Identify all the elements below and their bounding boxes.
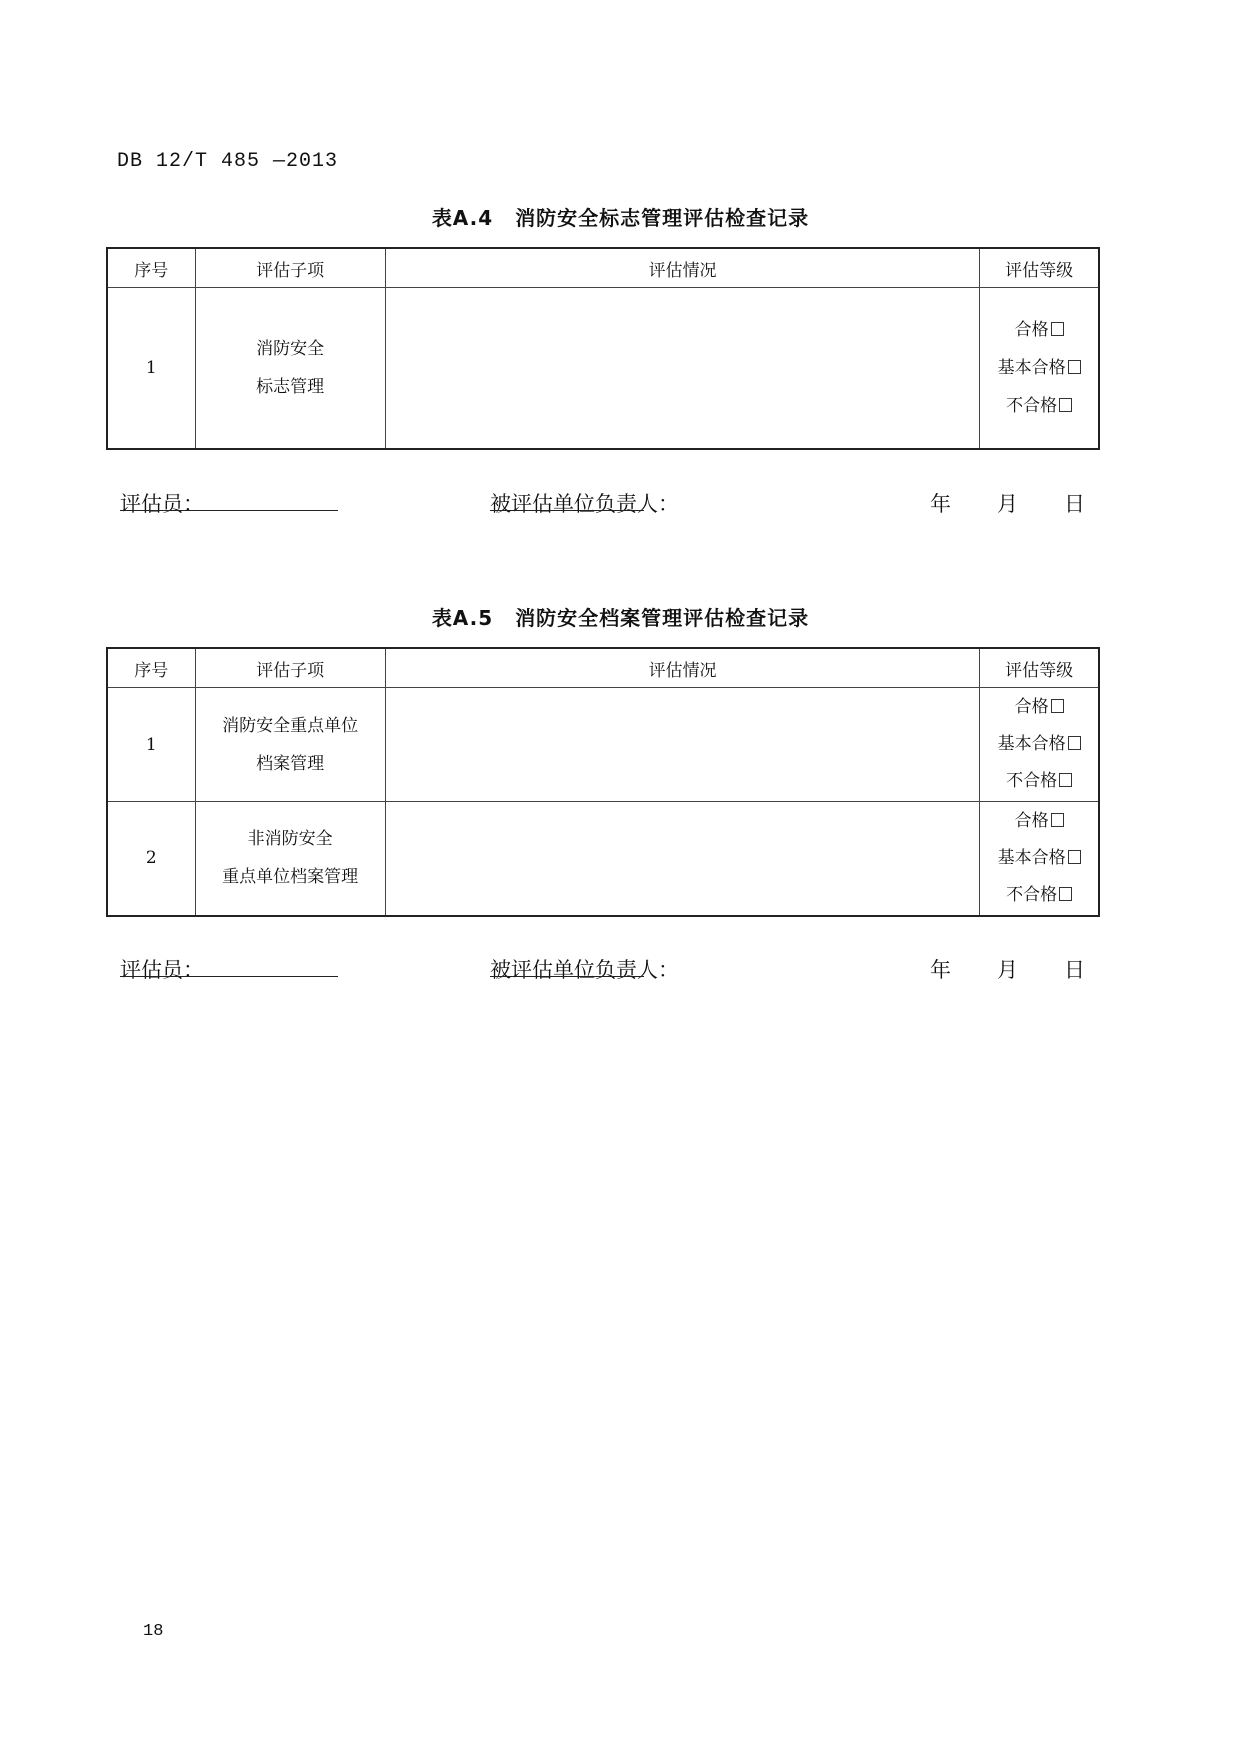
day-label: 日 (1064, 492, 1085, 516)
row-item (195, 802, 385, 916)
table-a5-title: 消防安全档案管理评估检查记录 (515, 606, 810, 630)
grade-label: 不合格 (1006, 771, 1058, 791)
grade-label: 基本合格 (997, 847, 1066, 868)
checkbox-icon[interactable] (1059, 398, 1072, 412)
month-label: 月 (997, 492, 1018, 516)
checkbox-icon[interactable] (1051, 322, 1064, 336)
grade-option-pass[interactable] (980, 803, 1098, 840)
grade-option-fail[interactable] (980, 877, 1098, 914)
grade-option-pass[interactable] (980, 689, 1098, 726)
row-grade-options (980, 802, 1099, 916)
table-a4 (106, 247, 1100, 450)
column-header-item: 评估子项 (195, 248, 385, 288)
day-label: 日 (1064, 958, 1085, 982)
table-row (107, 688, 1099, 802)
row-seq: 1 (107, 288, 195, 449)
column-header-grade: 评估等级 (980, 648, 1099, 688)
row-item (195, 688, 385, 802)
row-situation-cell[interactable] (385, 802, 980, 916)
grade-option-basic-pass[interactable] (980, 726, 1098, 763)
row-item-line: 消防安全重点单位 (222, 715, 359, 736)
assessor-signature-blank[interactable] (120, 954, 338, 977)
row-item-line: 非消防安全 (247, 829, 333, 850)
month-label: 月 (997, 958, 1018, 982)
checkbox-icon[interactable] (1059, 773, 1072, 787)
row-situation-cell[interactable] (385, 288, 980, 449)
row-item (195, 288, 385, 449)
assessor-label: 评估员： (120, 492, 204, 516)
column-header-item: 评估子项 (195, 648, 385, 688)
grade-label: 合格 (1014, 697, 1049, 717)
checkbox-icon[interactable] (1068, 850, 1081, 864)
table-a4-caption (0, 202, 1241, 231)
column-header-situation: 评估情况 (385, 248, 980, 288)
checkbox-icon[interactable] (1051, 699, 1064, 713)
assessor-label: 评估员： (120, 958, 204, 982)
table-a4-header-row (107, 248, 1099, 288)
row-item-line: 重点单位档案管理 (222, 867, 359, 888)
column-header-seq: 序号 (107, 248, 195, 288)
row-item-line: 档案管理 (256, 753, 325, 774)
responsible-signature-blank[interactable] (490, 488, 644, 511)
row-seq: 2 (107, 802, 195, 916)
year-label: 年 (930, 958, 951, 982)
row-item-line: 消防安全 (256, 338, 325, 359)
table-a5 (106, 647, 1100, 917)
grade-option-fail[interactable] (980, 763, 1098, 800)
table-a5-caption (0, 602, 1241, 631)
row-item-line: 标志管理 (256, 376, 325, 397)
column-header-seq: 序号 (107, 648, 195, 688)
grade-label: 合格 (1014, 319, 1049, 340)
responsible-signature-blank[interactable] (490, 954, 644, 977)
table-a4-title: 消防安全标志管理评估检查记录 (515, 206, 810, 230)
checkbox-icon[interactable] (1068, 736, 1081, 750)
grade-label: 不合格 (1006, 395, 1058, 416)
year-label: 年 (930, 492, 951, 516)
document-standard-id: DB 12/T 485 —2013 (117, 150, 339, 173)
table-a4-number: 表A.4 (431, 206, 494, 230)
grade-label: 不合格 (1006, 884, 1058, 905)
assessor-signature-blank[interactable] (120, 488, 338, 511)
row-situation-cell[interactable] (385, 688, 980, 802)
column-header-situation: 评估情况 (385, 648, 980, 688)
signature-line-a4 (120, 488, 1090, 518)
table-a5-number: 表A.5 (431, 606, 494, 630)
row-seq: 1 (107, 688, 195, 802)
responsible-label: 被评估单位负责人： (490, 958, 679, 982)
checkbox-icon[interactable] (1059, 887, 1072, 901)
responsible-label: 被评估单位负责人： (490, 492, 679, 516)
grade-option-basic-pass[interactable] (980, 840, 1098, 877)
grade-option-basic-pass[interactable] (980, 349, 1098, 387)
checkbox-icon[interactable] (1068, 360, 1081, 374)
grade-option-fail[interactable] (980, 387, 1098, 425)
checkbox-icon[interactable] (1051, 813, 1064, 827)
row-grade-options (980, 288, 1099, 449)
grade-label: 基本合格 (997, 734, 1066, 754)
row-grade-options (980, 688, 1099, 802)
grade-option-pass[interactable] (980, 311, 1098, 349)
table-row (107, 802, 1099, 916)
grade-label: 基本合格 (997, 357, 1066, 378)
table-row (107, 288, 1099, 449)
page-number: 18 (143, 1622, 164, 1641)
column-header-grade: 评估等级 (980, 248, 1099, 288)
signature-line-a5 (120, 954, 1090, 984)
grade-label: 合格 (1014, 810, 1049, 831)
table-a5-header-row (107, 648, 1099, 688)
